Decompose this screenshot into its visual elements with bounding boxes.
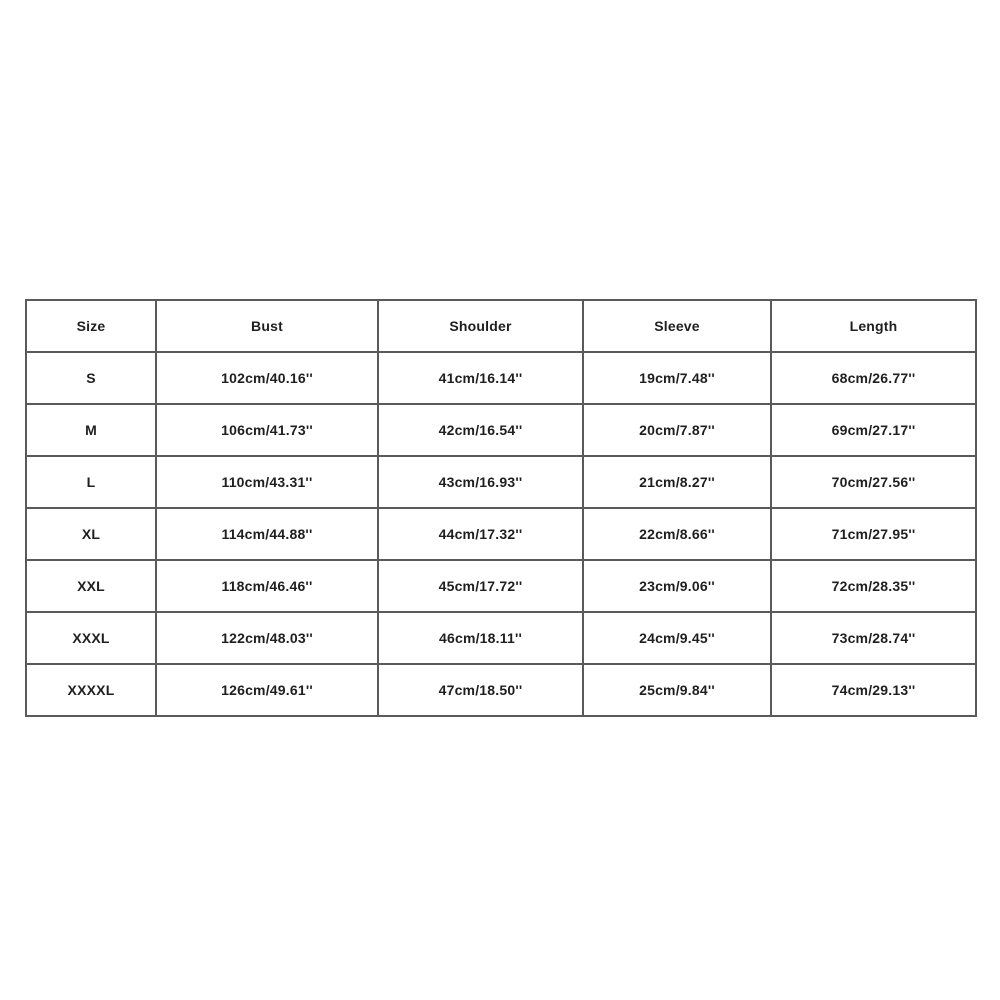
cell-length: 71cm/27.95'' xyxy=(771,508,976,560)
cell-bust: 106cm/41.73'' xyxy=(156,404,378,456)
cell-sleeve: 25cm/9.84'' xyxy=(583,664,771,716)
table-row xyxy=(26,456,976,508)
header-sleeve: Sleeve xyxy=(583,300,771,352)
cell-length: 68cm/26.77'' xyxy=(771,352,976,404)
cell-length: 74cm/29.13'' xyxy=(771,664,976,716)
cell-bust: 110cm/43.31'' xyxy=(156,456,378,508)
cell-sleeve: 20cm/7.87'' xyxy=(583,404,771,456)
cell-sleeve: 21cm/8.27'' xyxy=(583,456,771,508)
cell-bust: 126cm/49.61'' xyxy=(156,664,378,716)
cell-shoulder: 44cm/17.32'' xyxy=(378,508,583,560)
size-chart-table xyxy=(25,299,977,717)
cell-size: S xyxy=(26,352,156,404)
cell-sleeve: 19cm/7.48'' xyxy=(583,352,771,404)
cell-shoulder: 42cm/16.54'' xyxy=(378,404,583,456)
cell-shoulder: 47cm/18.50'' xyxy=(378,664,583,716)
header-shoulder: Shoulder xyxy=(378,300,583,352)
cell-bust: 122cm/48.03'' xyxy=(156,612,378,664)
header-length: Length xyxy=(771,300,976,352)
cell-sleeve: 22cm/8.66'' xyxy=(583,508,771,560)
cell-length: 73cm/28.74'' xyxy=(771,612,976,664)
table-row xyxy=(26,404,976,456)
cell-bust: 102cm/40.16'' xyxy=(156,352,378,404)
table-row xyxy=(26,508,976,560)
cell-size: XXXXL xyxy=(26,664,156,716)
table-header-row xyxy=(26,300,976,352)
cell-shoulder: 43cm/16.93'' xyxy=(378,456,583,508)
cell-shoulder: 46cm/18.11'' xyxy=(378,612,583,664)
cell-bust: 114cm/44.88'' xyxy=(156,508,378,560)
cell-length: 72cm/28.35'' xyxy=(771,560,976,612)
table-row xyxy=(26,612,976,664)
cell-length: 70cm/27.56'' xyxy=(771,456,976,508)
cell-sleeve: 24cm/9.45'' xyxy=(583,612,771,664)
cell-size: M xyxy=(26,404,156,456)
cell-size: L xyxy=(26,456,156,508)
cell-size: XXXL xyxy=(26,612,156,664)
header-size: Size xyxy=(26,300,156,352)
table-row xyxy=(26,560,976,612)
cell-shoulder: 45cm/17.72'' xyxy=(378,560,583,612)
cell-size: XL xyxy=(26,508,156,560)
cell-length: 69cm/27.17'' xyxy=(771,404,976,456)
cell-size: XXL xyxy=(26,560,156,612)
table-row xyxy=(26,664,976,716)
cell-bust: 118cm/46.46'' xyxy=(156,560,378,612)
table-row xyxy=(26,352,976,404)
cell-shoulder: 41cm/16.14'' xyxy=(378,352,583,404)
cell-sleeve: 23cm/9.06'' xyxy=(583,560,771,612)
header-bust: Bust xyxy=(156,300,378,352)
